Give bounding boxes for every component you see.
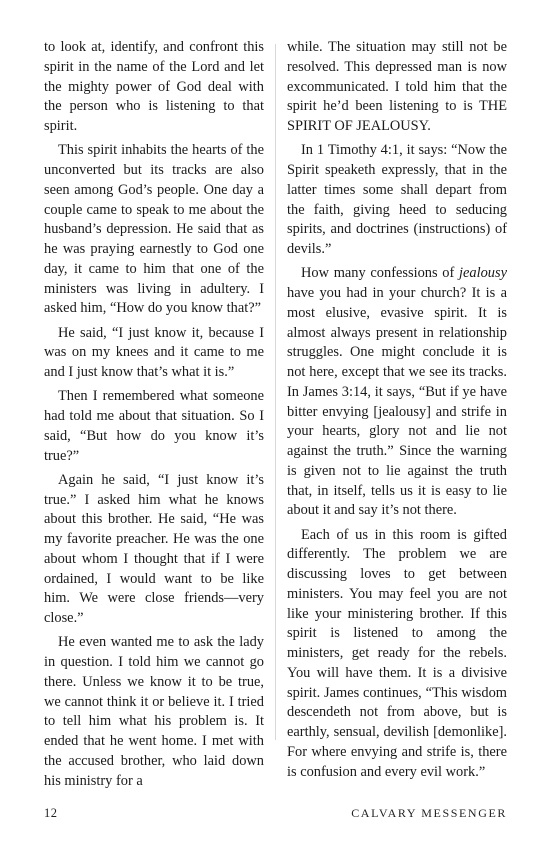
italic-word: jealousy xyxy=(459,265,507,282)
paragraph: This spirit inhabits the hearts of the unconverted but its tracks are also seen among God’s people. One day a couple came to speak to me about the husband’s depression. He said that as he was praying earnestly to God one day, it came to him that one of the ministers was living in adultery. I asked him, “How do you know that?” xyxy=(44,142,264,317)
paragraph: He said, “I just know it, because I was on my knees and it came to me and I just know that’s what it is.” xyxy=(44,324,264,380)
text-run: How many confessions of xyxy=(301,265,460,282)
running-title: CALVARY MESSENGER xyxy=(351,806,507,820)
paragraph: while. The situation may still not be resolved. This depressed man is now excommunicated. I told him that the spirit he’d been listening to is THE SPIRIT OF JEALOUSY. xyxy=(287,39,507,134)
paragraph xyxy=(287,264,507,521)
paragraph: Then I remembered what someone had told me about that situation. So I said, “But how do you know it’s true?” xyxy=(44,388,264,464)
paragraph: In 1 Timothy 4:1, it says: “Now the Spirit speaketh expressly, that in the latter times some shall depart from the faith, giving heed to seducing spirits, and doctrines (instructions) of devils.” xyxy=(287,142,507,257)
text-run: have you had in your church? It is a most elusive, evasive spirit. It is almost always present in relationship struggles. One might conclude it is not here, except that we see its tracks. In James 3:14, it says, “But if ye have bitter envying [jealousy] and strife in your hearts, glory not and lie not against the truth.” Since the warning is given not to lie against the truth that, in itself, tells us it is easy to lie about it and say it’s not there. xyxy=(287,285,507,519)
right-column xyxy=(287,38,507,782)
paragraph: Each of us in this room is gifted differently. The problem we are discussing loves to get between ministers. You may feel you are not like your ministering brother. If this spirit is listened to among the ministers, get ready for the rebels. You will have them. It is a divisive spirit. James continues, “This wisdom descendeth not from above, but is earthly, sensual, devilish [demonlike]. For where envying and strife is, there is confusion and every evil work.” xyxy=(287,526,507,780)
page-number: 12 xyxy=(44,806,58,820)
column-divider xyxy=(275,44,276,740)
paragraph: Again he said, “I just know it’s true.” I asked him what he knows about this brother. He said, “He was my favorite preacher. He was the one about whom I thought that if I were ordained, I would want to be like him. We were close friends—very close.” xyxy=(44,471,264,626)
left-column xyxy=(44,38,264,791)
paragraph: He even wanted me to ask the lady in question. I told him we cannot go there. Unless we know it to be true, we cannot think it or believe it. I tried to tell him what his problem is. It ended that he went home. I met with the accused brother, who laid down his ministry for a xyxy=(44,634,264,789)
paragraph: to look at, identify, and confront this spirit in the name of the Lord and let the mighty power of God deal with the person who is listening to that spirit. xyxy=(44,39,264,134)
